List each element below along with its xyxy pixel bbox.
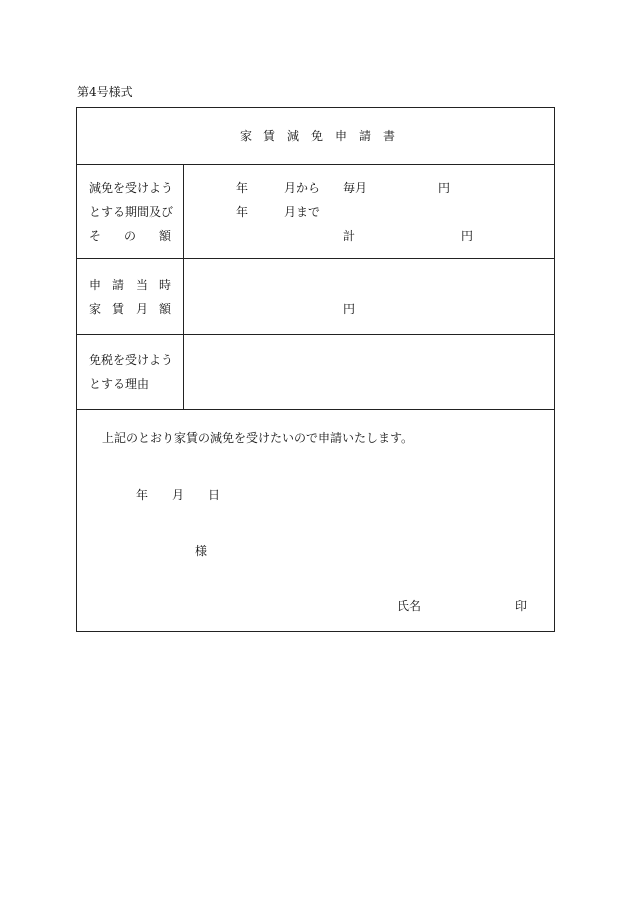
row3-label-line1: 免税を受けよう <box>89 353 174 367</box>
title-char: 請 <box>359 129 372 143</box>
name-label: 氏名 <box>397 599 422 613</box>
label-column-divider <box>183 164 184 409</box>
total-label: 計 <box>343 229 356 243</box>
row1-label-char: 額 <box>159 229 172 243</box>
row2-label-char: 賃 <box>112 302 125 316</box>
period-from-year: 年 <box>236 181 249 195</box>
period-from-month: 月から <box>284 181 321 195</box>
period-to-month: 月まで <box>284 205 321 219</box>
row1-label-line1: 減免を受けよう <box>89 181 174 195</box>
period-to-year: 年 <box>236 205 249 219</box>
title-char: 家 <box>240 129 253 143</box>
title-char: 賃 <box>263 129 276 143</box>
addressee-sama: 様 <box>195 544 208 558</box>
date-year: 年 <box>136 488 149 502</box>
date-month: 月 <box>172 488 185 502</box>
row1-label-line2: とする期間及び <box>89 205 174 219</box>
row2-label-char: 時 <box>159 278 172 292</box>
application-statement: 上記のとおり家賃の減免を受けたいので申請いたします。 <box>102 431 414 445</box>
title-char: 書 <box>383 129 396 143</box>
total-yen: 円 <box>461 229 474 243</box>
title-char: 申 <box>335 129 348 143</box>
rent-yen: 円 <box>343 302 356 316</box>
row2-label-char: 当 <box>136 278 149 292</box>
form-number: 第4号様式 <box>77 85 133 99</box>
row2-label-char: 月 <box>136 302 149 316</box>
row2-label-char: 請 <box>112 278 125 292</box>
monthly-yen: 円 <box>438 181 451 195</box>
row2-label-char: 申 <box>89 278 102 292</box>
divider-title <box>76 164 555 165</box>
title-char: 免 <box>311 129 324 143</box>
divider-row1 <box>76 258 555 259</box>
row1-label-char: そ <box>89 229 102 243</box>
row2-label-char: 家 <box>89 302 102 316</box>
seal-mark: 印 <box>515 599 528 613</box>
date-day: 日 <box>208 488 221 502</box>
title-char: 減 <box>287 129 300 143</box>
row3-label-line2: とする理由 <box>89 377 150 391</box>
row1-label-char: の <box>124 229 137 243</box>
divider-row2 <box>76 334 555 335</box>
divider-row3 <box>76 409 555 410</box>
monthly-label: 毎月 <box>343 181 368 195</box>
row2-label-char: 額 <box>159 302 172 316</box>
